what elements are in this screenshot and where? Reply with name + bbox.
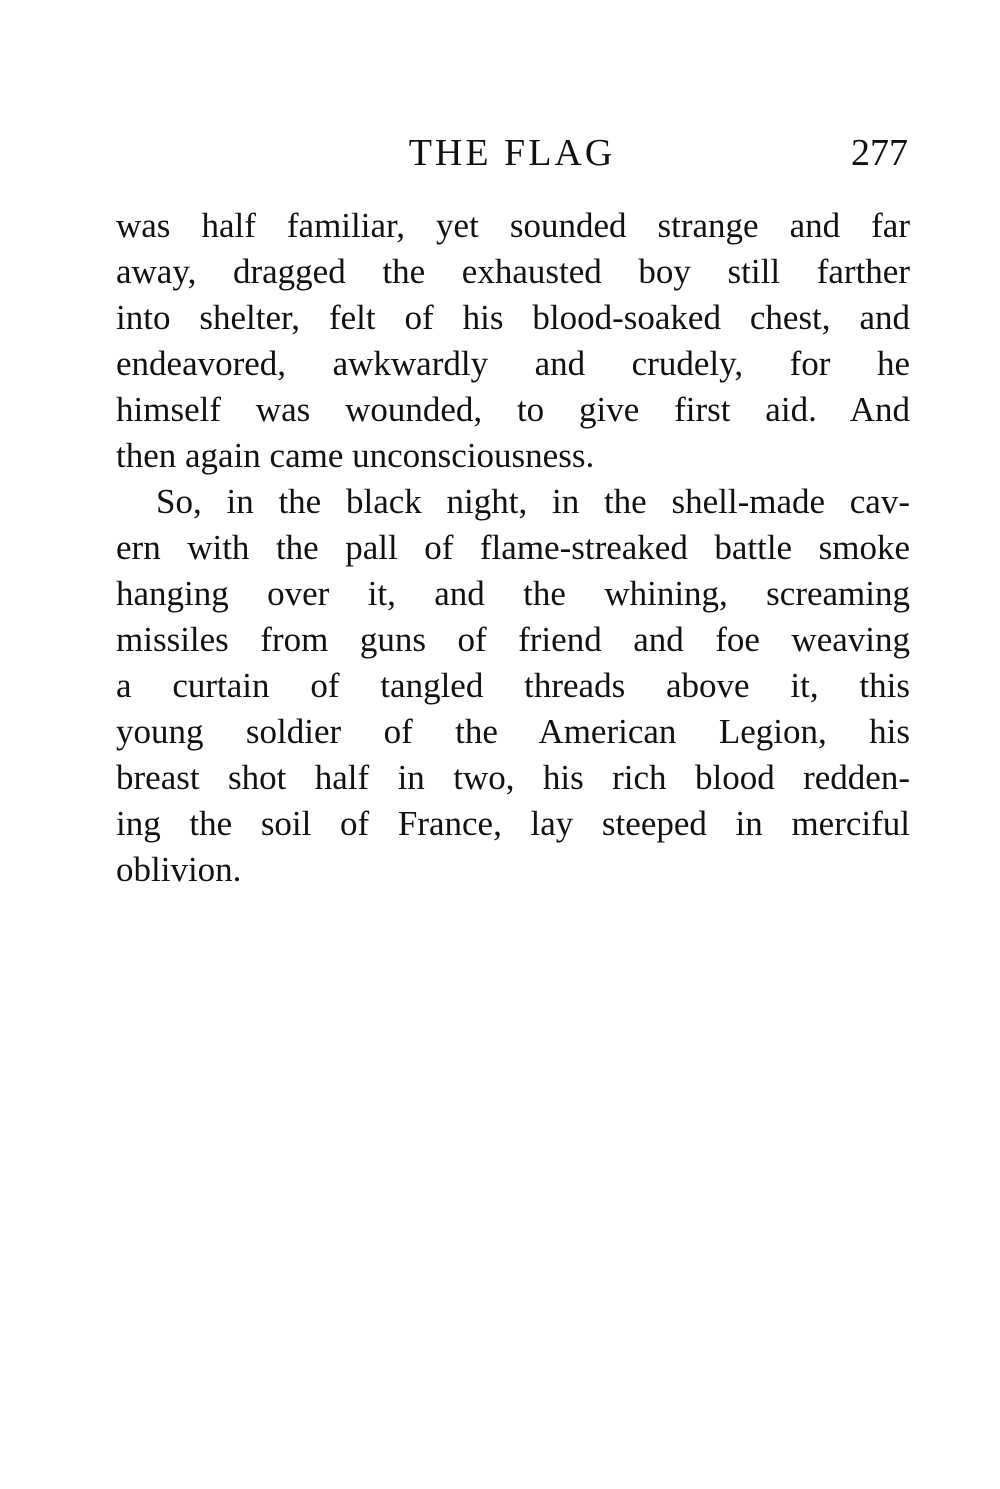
text-line: ern with the pall of flame-streaked battle smoke <box>116 528 910 567</box>
text-line: a curtain of tangled threads above it, this <box>116 666 910 705</box>
paragraph-2 <box>116 479 910 893</box>
paragraph-1 <box>116 203 910 479</box>
text-line: missiles from guns of friend and foe weaving <box>116 620 910 659</box>
body-text <box>116 203 910 893</box>
text-line: hanging over it, and the whining, screaming <box>116 574 910 613</box>
text-line: into shelter, felt of his blood-soaked chest, and <box>116 298 910 337</box>
text-line: endeavored, awkwardly and crudely, for he <box>116 344 910 383</box>
text-line: So, in the black night, in the shell-made cav- <box>156 482 910 521</box>
text-line: then again came unconsciousness. <box>116 436 595 475</box>
text-line: oblivion. <box>116 850 242 889</box>
running-head <box>116 128 908 178</box>
text-line: young soldier of the American Legion, his <box>116 712 910 751</box>
page-number: 277 <box>851 132 908 174</box>
text-line: away, dragged the exhausted boy still farther <box>116 252 910 291</box>
text-line: breast shot half in two, his rich blood redden- <box>116 758 910 797</box>
text-line: ing the soil of France, lay steeped in merciful <box>116 804 910 843</box>
chapter-title: THE FLAG <box>408 132 616 174</box>
text-line: was half familiar, yet sounded strange and far <box>116 206 910 245</box>
text-line: himself was wounded, to give first aid. And <box>116 390 910 429</box>
